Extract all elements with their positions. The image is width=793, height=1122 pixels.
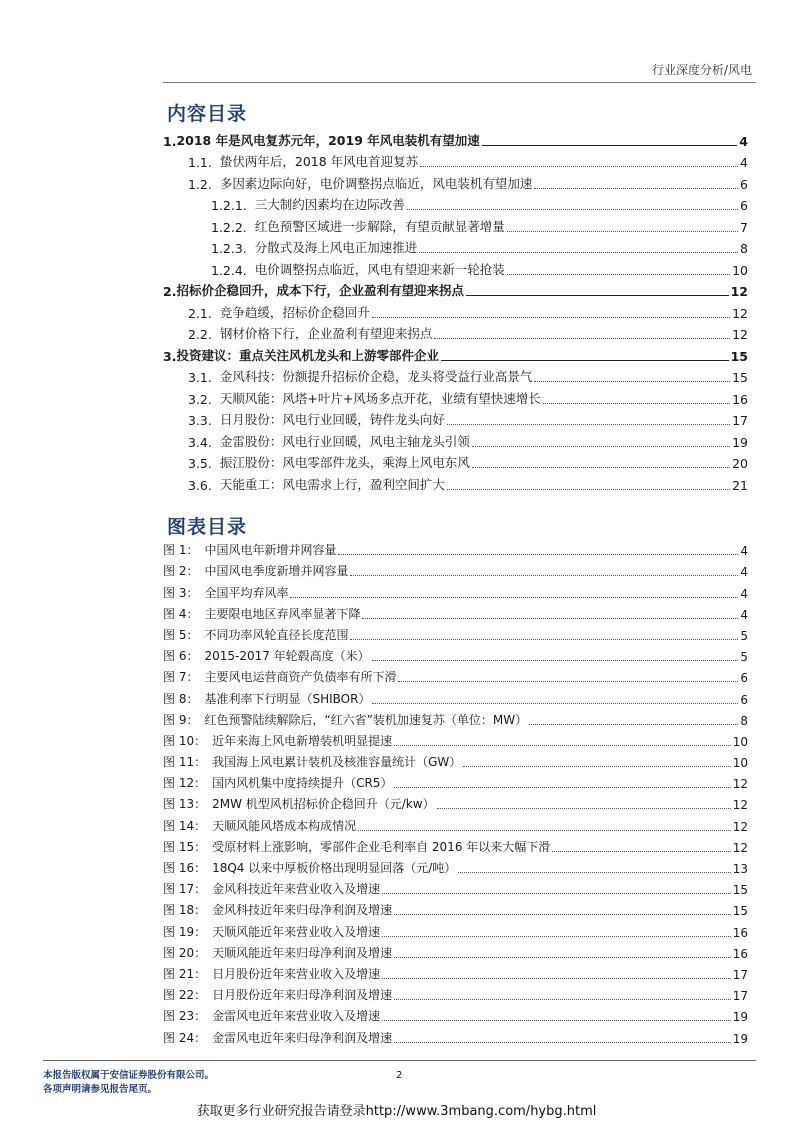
- toc-list: [163, 129, 748, 495]
- figure-entry-page: 16: [732, 946, 748, 961]
- dot-leader: [394, 914, 731, 915]
- toc-entry-page: 7: [740, 219, 748, 235]
- figure-entry-title: 主要风电运营商资产负债率有所下滑: [204, 670, 397, 685]
- dot-leader: [350, 639, 738, 640]
- toc-entry-page: 4: [740, 155, 748, 170]
- dot-leader: [472, 467, 730, 468]
- figure-entry[interactable]: [163, 751, 748, 772]
- figure-entry-page: 12: [732, 840, 748, 855]
- figure-entry[interactable]: [163, 814, 748, 835]
- toc-entry-page: 8: [740, 241, 748, 256]
- figure-entry-title: 2MW 机型风机招标价企稳回升（元/kw）: [212, 797, 435, 812]
- figure-entry[interactable]: [163, 1005, 748, 1026]
- header-divider: [163, 82, 756, 83]
- footer-divider: [43, 1060, 756, 1061]
- toc-entry-number: 2.2.: [188, 327, 212, 342]
- toc-entry-number: 3.4.: [188, 434, 212, 450]
- figure-entry-number: 图 22：: [163, 988, 207, 1003]
- figure-entry-page: 5: [740, 650, 748, 665]
- toc-entry-number: 1.2.: [188, 176, 212, 192]
- figure-entry-page: 19: [732, 1031, 748, 1046]
- toc-entry[interactable]: [163, 237, 748, 259]
- figure-entry-title: 中国风电年新增并网容量: [204, 543, 337, 558]
- figure-entry-title: 日月股份近年来营业收入及增速: [212, 966, 381, 981]
- toc-entry-title: 电价调整拐点临近，风电有望迎来新一轮抢装: [254, 261, 505, 277]
- figure-entry-page: 6: [740, 671, 748, 686]
- figure-entry[interactable]: [163, 772, 748, 793]
- toc-entry-page: 15: [730, 348, 748, 364]
- copyright-notice: 本报告版权属于安信证券股份有限公司。: [43, 1070, 215, 1081]
- figure-entry[interactable]: [163, 899, 748, 920]
- toc-entry-number: 2.: [163, 284, 177, 299]
- figure-entry-page: 4: [740, 544, 748, 559]
- header-title: 行业深度分析/风电: [651, 63, 752, 77]
- page-header: [163, 57, 756, 79]
- dot-leader: [382, 1020, 731, 1021]
- toc-entry[interactable]: [163, 473, 748, 495]
- figure-entry[interactable]: [163, 836, 748, 857]
- dot-leader: [534, 188, 738, 189]
- dot-leader: [350, 575, 738, 576]
- toc-title: 内容目录: [167, 103, 248, 125]
- toc-entry[interactable]: [163, 129, 748, 151]
- figure-entry-page: 5: [740, 628, 748, 643]
- toc-entry-page: 12: [730, 284, 748, 299]
- toc-entry-number: 3.: [163, 348, 177, 364]
- figure-entry[interactable]: [163, 645, 748, 666]
- toc-entry[interactable]: [163, 194, 748, 216]
- figure-entry-page: 12: [732, 777, 748, 792]
- figure-entry-title: 金雷风电近年来归母净利润及增速: [212, 1030, 393, 1045]
- toc-entry-number: 1.: [163, 133, 177, 149]
- figure-entry[interactable]: [163, 1026, 748, 1047]
- toc-entry-number: 1.2.1.: [211, 198, 247, 213]
- page-number: 2: [396, 1070, 403, 1081]
- figure-entry-title: 红色预警陆续解除后，“红六省”装机加速复苏（单位：MW）: [204, 712, 528, 727]
- toc-entry-title: 2018 年是风电复苏元年，2019 年风电装机有望加速: [176, 132, 480, 148]
- figure-entry-number: 图 24：: [163, 1030, 207, 1045]
- figure-entry-title: 2015-2017 年轮毂高度（米）: [204, 649, 370, 664]
- toc-entry-title: 多因素边际向好，电价调整拐点临近，风电装机有望加速: [219, 175, 533, 191]
- figure-entry-number: 图 19：: [163, 924, 207, 939]
- toc-entry-page: 20: [732, 456, 748, 471]
- figure-entry-number: 图 4：: [163, 606, 199, 621]
- figure-entry[interactable]: [163, 963, 748, 984]
- toc-entry-page: 16: [732, 391, 748, 407]
- toc-entry[interactable]: [163, 366, 748, 388]
- dot-leader: [372, 317, 730, 318]
- toc-entry-page: 4: [739, 133, 748, 149]
- figure-list-title: 图表目录: [167, 516, 248, 538]
- toc-entry-page: 15: [732, 370, 748, 385]
- figure-entry-page: 17: [732, 967, 748, 982]
- figure-entry-page: 4: [740, 586, 748, 601]
- figure-entry[interactable]: [163, 560, 748, 581]
- toc-entry-title: 日月股份：风电行业回暖，铸件龙头向好: [219, 412, 445, 427]
- toc-entry[interactable]: [163, 151, 748, 173]
- dot-leader: [419, 252, 738, 253]
- toc-entry-number: 1.2.2.: [211, 219, 247, 235]
- dot-leader: [382, 978, 731, 979]
- figure-entry-page: 13: [732, 862, 748, 876]
- figure-entry-number: 图 9：: [163, 712, 199, 727]
- figure-entry-number: 图 16：: [163, 861, 207, 875]
- figure-list: [163, 539, 748, 1048]
- dot-leader: [543, 403, 730, 404]
- figure-entry-number: 图 20：: [163, 945, 207, 960]
- figure-entry[interactable]: [163, 857, 748, 878]
- toc-entry-title: 红色预警区域进一步解除，有望贡献显著增量: [254, 218, 505, 234]
- dot-leader: [394, 1042, 731, 1043]
- toc-entry-page: 17: [732, 413, 748, 428]
- figure-entry[interactable]: [163, 581, 748, 602]
- figure-entry-title: 天顺风能风塔成本构成情况: [212, 818, 357, 833]
- figure-entry-title: 主要限电地区弃风率显著下降: [204, 606, 361, 621]
- dot-leader: [382, 893, 731, 894]
- toc-entry-number: 3.6.: [188, 477, 212, 493]
- figure-entry-number: 图 17：: [163, 882, 207, 897]
- figure-entry-number: 图 18：: [163, 903, 207, 918]
- promo-link-text[interactable]: 获取更多行业研究报告请登录http://www.3mbang.com/hybg.html: [196, 1104, 597, 1119]
- figure-entry-title: 天顺风能近年来营业收入及增速: [212, 924, 381, 939]
- toc-entry[interactable]: [163, 344, 748, 366]
- figure-entry[interactable]: [163, 942, 748, 963]
- dot-leader: [447, 424, 730, 425]
- toc-entry-number: 3.1.: [188, 370, 212, 385]
- figure-entry-number: 图 23：: [163, 1009, 207, 1024]
- figure-entry-page: 10: [732, 734, 748, 749]
- figure-entry-page: 12: [732, 798, 748, 813]
- figure-entry[interactable]: [163, 603, 748, 624]
- dot-leader: [434, 338, 730, 339]
- toc-entry-title: 天顺风能：风塔+叶片+风场多点开花，业绩有望快速增长: [219, 390, 541, 406]
- figure-entry-number: 图 11：: [163, 755, 207, 770]
- figure-entry-title: 受原材料上涨影响，零部件企业毛利率自 2016 年以来大幅下滑: [212, 839, 551, 854]
- toc-entry-page: 21: [732, 477, 748, 493]
- dot-leader: [447, 489, 730, 490]
- figure-entry-number: 图 15：: [163, 839, 207, 854]
- toc-entry-title: 竞争趋缓，招标价企稳回升: [219, 304, 370, 320]
- toc-entry-title: 振江股份：风电零部件龙头，乘海上风电东风: [219, 455, 470, 470]
- figure-entry-number: 图 7：: [163, 670, 199, 685]
- figure-entry-number: 图 8：: [163, 691, 199, 706]
- dot-leader: [394, 957, 731, 958]
- figure-entry-number: 图 3：: [163, 585, 199, 600]
- figure-entry-number: 图 21：: [163, 966, 207, 981]
- figure-entry-page: 6: [740, 692, 748, 707]
- figure-entry-title: 全国平均弃风率: [204, 585, 289, 600]
- toc-entry-number: 1.2.4.: [211, 262, 247, 278]
- figure-entry-title: 18Q4 以来中厚板价格出现明显回落（元/吨）: [212, 861, 457, 875]
- toc-entry-page: 6: [740, 198, 748, 213]
- toc-entry-page: 12: [732, 305, 748, 321]
- figure-entry-title: 中国风电季度新增并网容量: [204, 564, 349, 579]
- dot-leader: [466, 295, 729, 296]
- figure-entry[interactable]: [163, 539, 748, 560]
- toc-entry[interactable]: [163, 430, 748, 452]
- figure-entry-page: 19: [732, 1010, 748, 1025]
- toc-entry-page: 19: [732, 434, 748, 450]
- figure-entry-page: 12: [732, 819, 748, 834]
- toc-entry-title: 分散式及海上风电正加速推进: [254, 240, 418, 255]
- figure-entry-title: 国内风机集中度持续提升（CR5）: [212, 776, 393, 791]
- figure-entry-page: 10: [732, 756, 748, 771]
- dot-leader: [398, 681, 738, 682]
- figure-entry-page: 4: [740, 607, 748, 622]
- figure-entry[interactable]: [163, 709, 748, 730]
- dot-leader: [529, 724, 738, 725]
- dot-leader: [394, 999, 731, 1000]
- dot-leader: [372, 660, 739, 661]
- figure-entry-page: 4: [740, 565, 748, 580]
- toc-entry-number: 1.1.: [188, 155, 212, 170]
- toc-entry-number: 3.3.: [188, 413, 212, 428]
- figure-entry-number: 图 5：: [163, 627, 199, 642]
- toc-entry[interactable]: [163, 215, 748, 237]
- figure-entry-title: 天顺风能近年来归母净利润及增速: [212, 945, 393, 960]
- toc-entry-page: 6: [740, 176, 748, 192]
- figure-entry-title: 金雷风电近年来营业收入及增速: [212, 1009, 381, 1024]
- toc-entry-number: 2.1.: [188, 305, 212, 321]
- figure-entry[interactable]: [163, 920, 748, 941]
- toc-entry-title: 招标价企稳回升，成本下行，企业盈利有望迎来拐点: [176, 283, 464, 298]
- dot-leader: [407, 209, 738, 210]
- toc-entry[interactable]: [163, 172, 748, 194]
- figure-entry-number: 图 10：: [163, 733, 207, 748]
- toc-entry[interactable]: [163, 258, 748, 280]
- figure-entry-number: 图 6：: [163, 649, 199, 664]
- dot-leader: [437, 808, 731, 809]
- figure-entry-number: 图 1：: [163, 543, 199, 558]
- figure-entry-title: 我国海上风电累计装机及核准容量统计（GW）: [212, 755, 462, 770]
- figure-entry-title: 不同功率风轮直径长度范围: [204, 627, 349, 642]
- toc-entry-page: 10: [732, 262, 748, 278]
- dot-leader: [394, 745, 731, 746]
- toc-entry-title: 金雷股份：风电行业回暖，风电主轴龙头引领: [219, 433, 470, 449]
- dot-leader: [463, 766, 730, 767]
- dot-leader: [458, 872, 730, 873]
- toc-entry-title: 投资建议：重点关注风机龙头和上游零部件企业: [176, 347, 439, 363]
- figure-entry[interactable]: [163, 624, 748, 645]
- figure-entry-title: 近年来海上风电新增装机明显提速: [212, 733, 393, 748]
- toc-entry[interactable]: [163, 387, 748, 409]
- dot-leader: [552, 851, 730, 852]
- dot-leader: [358, 830, 731, 831]
- figure-entry-number: 图 12：: [163, 776, 207, 791]
- dot-leader: [441, 360, 729, 361]
- dot-leader: [290, 597, 738, 598]
- toc-entry-title: 三大制约因素均在边际改善: [254, 197, 405, 212]
- figure-entry[interactable]: [163, 878, 748, 899]
- dot-leader: [372, 703, 738, 704]
- dot-leader: [507, 231, 738, 232]
- toc-entry[interactable]: [163, 409, 748, 431]
- toc-entry-number: 1.2.3.: [211, 241, 247, 256]
- figure-entry-title: 金风科技近年来营业收入及增速: [212, 882, 381, 897]
- dot-leader: [472, 446, 730, 447]
- figure-entry[interactable]: [163, 984, 748, 1005]
- toc-entry[interactable]: [163, 323, 748, 345]
- dot-leader: [394, 787, 730, 788]
- toc-entry-title: 钢材价格下行，企业盈利有望迎来拐点: [219, 326, 433, 341]
- dot-leader: [362, 618, 738, 619]
- dot-leader: [534, 381, 730, 382]
- toc-entry[interactable]: [163, 452, 748, 474]
- figure-entry[interactable]: [163, 687, 748, 708]
- figure-entry[interactable]: [163, 793, 748, 814]
- dot-leader: [382, 936, 731, 937]
- dot-leader: [420, 166, 738, 167]
- disclaimer-notice: 各项声明请参见报告尾页。: [43, 1084, 158, 1095]
- toc-entry-number: 3.5.: [188, 456, 212, 471]
- figure-entry-title: 日月股份近年来归母净利润及增速: [212, 988, 393, 1003]
- toc-entry[interactable]: [163, 280, 748, 302]
- dot-leader: [482, 145, 738, 146]
- figure-entry-page: 15: [732, 904, 748, 919]
- toc-entry-title: 天能重工：风电需求上行，盈利空间扩大: [219, 476, 445, 492]
- figure-entry-page: 8: [740, 713, 748, 728]
- toc-entry-title: 金风科技：份额提升招标价企稳，龙头将受益行业高景气: [219, 369, 533, 384]
- figure-entry-number: 图 13：: [163, 797, 207, 812]
- figure-entry-number: 图 2：: [163, 564, 199, 579]
- figure-entry-title: 金风科技近年来归母净利润及增速: [212, 903, 393, 918]
- figure-entry-page: 15: [732, 883, 748, 898]
- toc-entry-page: 12: [732, 327, 748, 342]
- toc-entry[interactable]: [163, 301, 748, 323]
- figure-entry[interactable]: [163, 666, 748, 687]
- dot-leader: [338, 554, 738, 555]
- figure-entry[interactable]: [163, 730, 748, 751]
- figure-entry-title: 基准利率下行明显（SHIBOR）: [204, 691, 371, 706]
- toc-entry-title: 蛰伏两年后，2018 年风电首迎复苏: [219, 154, 419, 169]
- toc-entry-number: 3.2.: [188, 391, 212, 407]
- figure-entry-page: 16: [732, 925, 748, 940]
- dot-leader: [507, 274, 730, 275]
- figure-entry-page: 17: [732, 989, 748, 1004]
- figure-entry-number: 图 14：: [163, 818, 207, 833]
